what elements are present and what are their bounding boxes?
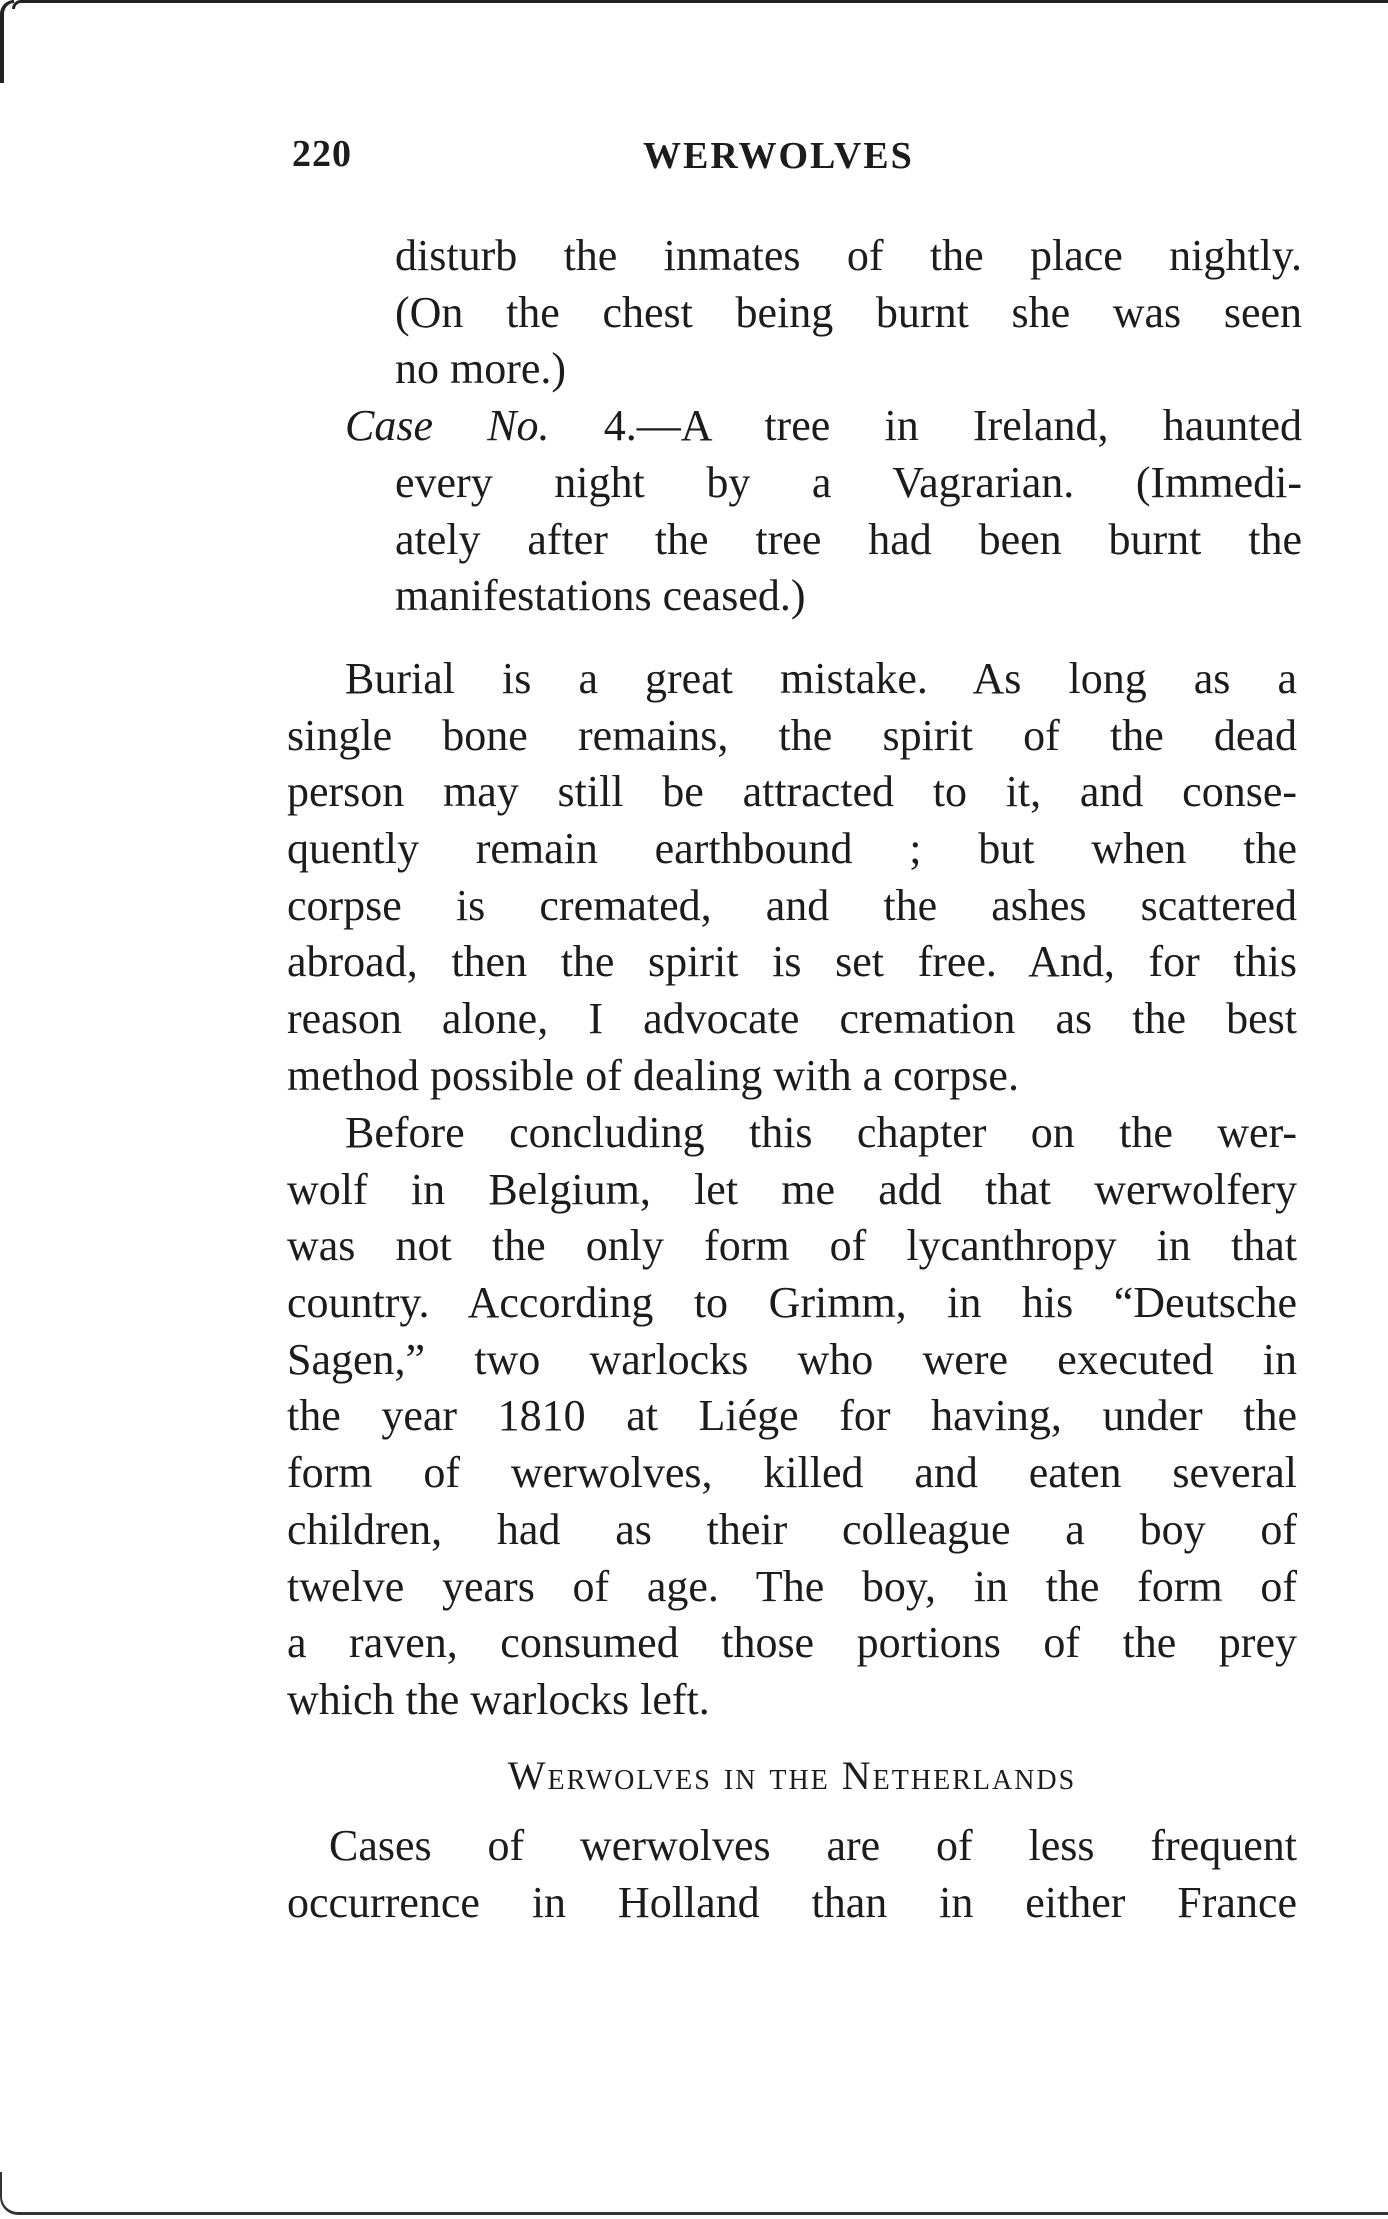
text-line: method possible of dealing with a corpse. (287, 1050, 1019, 1100)
page-edge-left (0, 0, 14, 83)
case4-first-line-text: 4.—A tree in Ireland, haunted (549, 401, 1302, 450)
text-line: disturb the inmates of the place nightly. (395, 231, 1302, 280)
text-line: a raven, consumed those portions of the prey (287, 1618, 1297, 1668)
section-heading: Werwolves in the Netherlands (507, 1753, 1077, 1798)
text-line: was not the only form of lycanthropy in that (287, 1221, 1297, 1271)
text-line: Sagen,” two warlocks who were executed in (287, 1334, 1297, 1384)
paragraph-netherlands (287, 1818, 1297, 1931)
text-line: abroad, then the spirit is set free. And, for this (287, 937, 1297, 987)
text-line: corpse is cremated, and the ashes scattered (287, 880, 1297, 930)
text-line: Burial is a great mistake. As long as a (345, 654, 1297, 703)
text-line: (On the chest being burnt she was seen (395, 287, 1302, 337)
text-line: form of werwolves, killed and eaten several (287, 1448, 1297, 1498)
text-line: manifestations ceased.) (395, 571, 806, 621)
page-edge-bottom (0, 2172, 1388, 2215)
case3-continuation (395, 228, 1302, 398)
page-edge-top (12, 0, 1388, 9)
text-line: Before concluding this chapter on the wer- (345, 1108, 1297, 1157)
running-title: WERWOLVES (643, 135, 914, 177)
text-line: no more.) (395, 344, 567, 394)
page-number: 220 (292, 133, 352, 175)
text-line: occurrence in Holland than in either France (287, 1877, 1297, 1927)
text-line: ately after the tree had been burnt the (395, 514, 1302, 564)
text-line: reason alone, I advocate cremation as the best (287, 994, 1297, 1044)
text-line: children, had as their colleague a boy of (287, 1504, 1297, 1554)
case-label: Case No. (345, 401, 550, 450)
text-line: the year 1810 at Liége for having, under the (287, 1391, 1297, 1441)
text-line: country. According to Grimm, in his “Deutsche (287, 1278, 1297, 1328)
text-line: wolf in Belgium, let me add that werwolfery (287, 1164, 1297, 1214)
text-line: quently remain earthbound ; but when the (287, 824, 1297, 874)
text-line: every night by a Vagrarian. (Immedi- (395, 458, 1302, 507)
text-line: which the warlocks left. (287, 1674, 710, 1724)
paragraph-belgium (287, 1105, 1297, 1729)
text-line (345, 398, 1302, 455)
text-line: single bone remains, the spirit of the dead (287, 710, 1297, 760)
text-line: twelve years of age. The boy, in the form of (287, 1561, 1297, 1611)
text-line: person may still be attracted to it, and conse- (287, 767, 1297, 817)
page-header (0, 132, 1388, 182)
text-line: Cases of werwolves are of less frequent (329, 1821, 1297, 1870)
case4-first-line (345, 398, 1302, 455)
paragraph-burial (287, 651, 1297, 1105)
case4-body (395, 455, 1302, 625)
